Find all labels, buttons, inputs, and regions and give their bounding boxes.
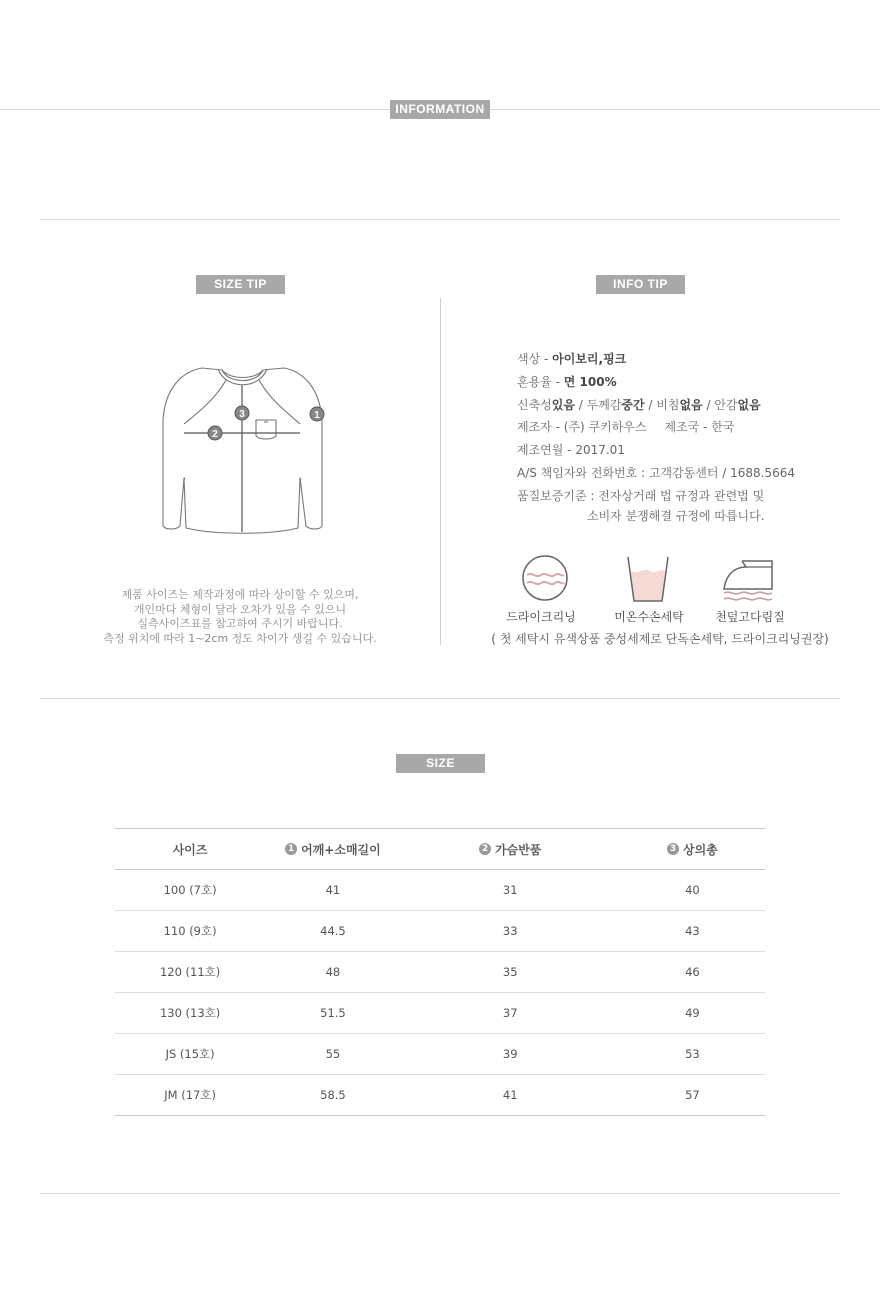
header-chest bbox=[401, 829, 620, 870]
date-row: 제조연월 - 2017.01 bbox=[517, 443, 625, 458]
stretch-value: 있음 bbox=[551, 397, 575, 412]
bottom-divider bbox=[40, 1193, 840, 1194]
garment-diagram bbox=[160, 360, 340, 540]
information-tag: INFORMATION bbox=[390, 100, 490, 119]
num-badge-1: 1 bbox=[285, 843, 297, 855]
cell-size: JS (15호) bbox=[115, 1034, 265, 1075]
size-tip-notes bbox=[60, 588, 420, 646]
cell-chest: 41 bbox=[401, 1075, 620, 1116]
maker-row bbox=[517, 416, 795, 439]
cell-size: 110 (9호) bbox=[115, 911, 265, 952]
top-divider-left bbox=[0, 109, 390, 110]
header-size: 사이즈 bbox=[115, 829, 265, 870]
size-tag: SIZE bbox=[396, 754, 485, 773]
svg-text:1: 1 bbox=[314, 410, 320, 421]
hand-wash-icon bbox=[626, 555, 670, 603]
cell-length: 40 bbox=[620, 870, 765, 911]
cell-length: 57 bbox=[620, 1075, 765, 1116]
as-row: A/S 책임자와 전화번호 : 고객감동센터 / 1688.5664 bbox=[517, 465, 796, 480]
size-note-line: 실측사이즈표를 참고하여 주시기 바랍니다. bbox=[137, 617, 343, 630]
stretch-label: 신축성 bbox=[517, 397, 552, 412]
table-row bbox=[115, 1034, 765, 1075]
color-value: 아이보리,핑크 bbox=[552, 352, 627, 366]
top-divider-right bbox=[490, 109, 880, 110]
thickness-label: / 두께감 bbox=[574, 397, 622, 412]
svg-text:2: 2 bbox=[212, 429, 218, 440]
lining-label: / 안감 bbox=[702, 397, 738, 412]
table-row bbox=[115, 870, 765, 911]
lining-value: 없음 bbox=[737, 397, 761, 412]
size-note-line: 개인마다 체형이 달라 오차가 있을 수 있으니 bbox=[133, 602, 347, 616]
marker-2 bbox=[208, 426, 222, 440]
cell-length: 49 bbox=[620, 993, 765, 1034]
sheer-label: / 비침 bbox=[644, 397, 680, 412]
header-label: 어깨+소매길이 bbox=[301, 842, 381, 857]
cell-size: JM (17호) bbox=[115, 1075, 265, 1116]
header-label: 가슴반품 bbox=[495, 842, 542, 857]
raglan-seam-left bbox=[184, 380, 226, 424]
cell-size: 130 (13호) bbox=[115, 993, 265, 1034]
cell-chest: 35 bbox=[401, 952, 620, 993]
size-note-line: 측정 위치에 따라 1~2cm 정도 차이가 생길 수 있습니다. bbox=[103, 631, 377, 645]
header-label: 상의총 bbox=[683, 842, 718, 857]
dry-clean-icon bbox=[519, 553, 571, 603]
table-row bbox=[115, 952, 765, 993]
fabric-row bbox=[517, 394, 795, 417]
marker-3 bbox=[235, 406, 249, 420]
table-row bbox=[115, 1075, 765, 1116]
cell-chest: 33 bbox=[401, 911, 620, 952]
garment-pocket bbox=[256, 420, 276, 439]
cell-shoulder-sleeve: 51.5 bbox=[265, 993, 400, 1034]
size-tip-tag: SIZE TIP bbox=[196, 275, 285, 294]
country-text: 제조국 - 한국 bbox=[664, 420, 735, 435]
cell-shoulder-sleeve: 41 bbox=[265, 870, 400, 911]
mix-row bbox=[517, 371, 795, 394]
num-badge-3: 3 bbox=[667, 843, 679, 855]
section-divider-2 bbox=[40, 698, 840, 699]
info-tip-tag: INFO TIP bbox=[596, 275, 685, 294]
garment-collar-inner bbox=[218, 369, 267, 385]
sheer-value: 없음 bbox=[679, 397, 703, 412]
cell-shoulder-sleeve: 55 bbox=[265, 1034, 400, 1075]
care-label-dryclean: 드라이크리닝 bbox=[506, 610, 576, 624]
size-note-line: 제품 사이즈는 제작과정에 따라 상이할 수 있으며, bbox=[121, 588, 359, 601]
product-info bbox=[517, 348, 795, 525]
column-divider bbox=[440, 298, 441, 645]
header-length bbox=[620, 829, 765, 870]
color-row bbox=[517, 348, 795, 371]
header-shoulder-sleeve bbox=[265, 829, 400, 870]
warranty-row: 품질보증기준 : 전자상거래 법 규정과 관련법 및 bbox=[517, 488, 765, 503]
cell-length: 46 bbox=[620, 952, 765, 993]
cell-chest: 31 bbox=[401, 870, 620, 911]
cell-size: 100 (7호) bbox=[115, 870, 265, 911]
svg-text:3: 3 bbox=[239, 409, 245, 420]
cell-length: 43 bbox=[620, 911, 765, 952]
care-note: ( 첫 세탁시 유색상품 중성세제로 단독손세탁, 드라이크리닝권장) bbox=[491, 632, 829, 646]
iron-icon bbox=[720, 555, 778, 605]
cell-shoulder-sleeve: 48 bbox=[265, 952, 400, 993]
care-label-iron: 천덮고다림질 bbox=[715, 610, 785, 624]
thickness-value: 중간 bbox=[621, 397, 645, 412]
cell-chest: 37 bbox=[401, 993, 620, 1034]
cell-size: 120 (11호) bbox=[115, 952, 265, 993]
cell-shoulder-sleeve: 44.5 bbox=[265, 911, 400, 952]
raglan-seam-right bbox=[259, 380, 300, 424]
table-row bbox=[115, 993, 765, 1034]
marker-1 bbox=[310, 407, 324, 421]
num-badge-2: 2 bbox=[479, 843, 491, 855]
warranty-row-2: 소비자 분쟁해결 규정에 따릅니다. bbox=[587, 508, 765, 523]
size-table-header bbox=[115, 829, 765, 870]
section-divider-1 bbox=[40, 219, 840, 220]
cell-length: 53 bbox=[620, 1034, 765, 1075]
size-table bbox=[115, 828, 765, 1116]
cell-shoulder-sleeve: 58.5 bbox=[265, 1075, 400, 1116]
table-row bbox=[115, 911, 765, 952]
color-label: 색상 - bbox=[517, 352, 553, 366]
cell-chest: 39 bbox=[401, 1034, 620, 1075]
mix-value: 면 100% bbox=[563, 374, 617, 389]
care-label-handwash: 미온수손세탁 bbox=[614, 610, 684, 624]
maker-text: 제조자 - (주) 쿠키하우스 bbox=[517, 420, 647, 435]
mix-label: 혼용율 - bbox=[517, 374, 564, 389]
